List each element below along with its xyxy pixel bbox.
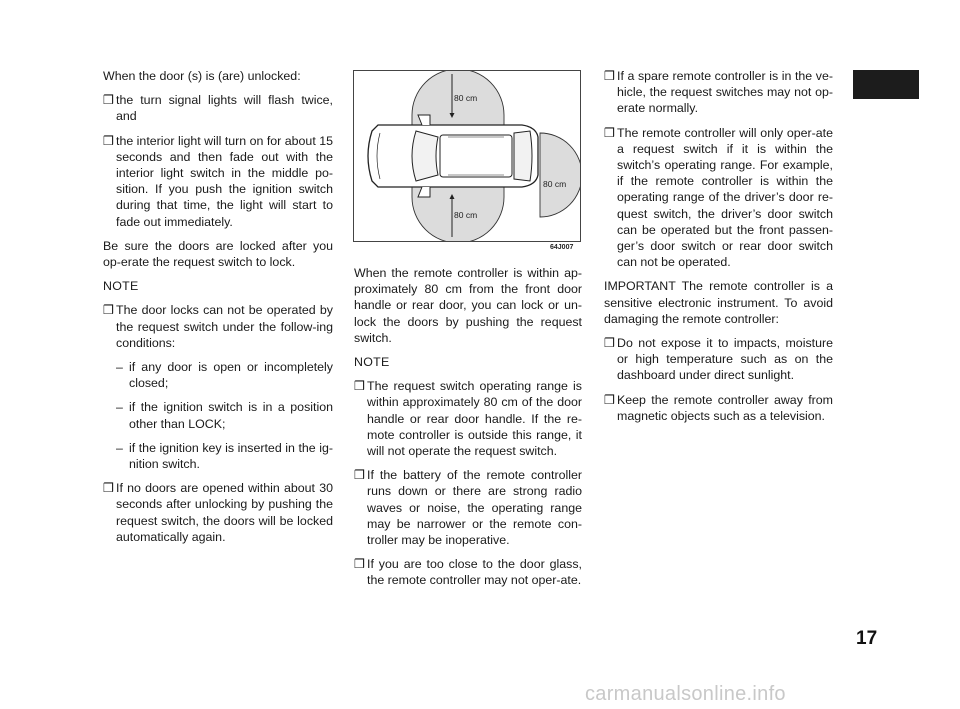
bullet-item: ❒ The door locks can not be operated by the request switch under the follow-ing conditions: [103,303,333,350]
section-tab [853,70,919,99]
bullet-item: ❒ If no doors are opened within about 30 seconds after unlocking by pushing the request switch, the doors will be locked automatically again. [103,481,333,544]
checkbox-bullet-icon: ❒ [103,133,115,148]
rear-window [514,131,532,181]
range-label-rear: 80 cm [543,179,567,189]
condition-item: – if any door is open or incompletely closed; [116,360,333,391]
checkbox-bullet-icon: ❒ [103,303,115,318]
checkbox-bullet-icon: ❒ [604,392,616,407]
car-top-view-diagram [354,71,580,241]
checkbox-bullet-icon: ❒ [354,557,366,572]
left-column [103,68,333,553]
bullet-item: ❒ If you are too close to the door glass, the remote controller may not oper-ate. [354,557,582,588]
bullet-item: ❒ If the battery of the remote controller runs down or there are strong radio waves or noise, the operating range may be narrower or the remote con-troller may be inoperative. [354,468,582,548]
checkbox-bullet-icon: ❒ [103,93,115,108]
condition-item: – if the ignition switch is in a position other than LOCK; [116,400,333,431]
note-heading: NOTE [354,355,390,370]
checkbox-bullet-icon: ❒ [604,125,616,140]
bullet-item: ❒ The remote controller will only oper-ate a request switch if it is within the switch’s operating range. For example, if the remote controller is within the operating range of the driver’s door re-quest switch, the driver’s door switch can be operated but the front passen-ger’s door switch or rear door switch can not be operated. [604,125,833,270]
range-intro: When the remote controller is within ap-proximately 80 cm from the front door handle or rear door, you can lock or un-lock the doors by pushing the request switch. [354,266,582,345]
lock-warning: Be sure the doors are locked after you op-erate the request switch to lock. [103,238,333,270]
bullet-item: ❒ the turn signal lights will flash twice, and [103,93,333,124]
dash-bullet: – [116,360,123,375]
page-number: 17 [856,628,878,649]
important-label: IMPORTANT [604,279,676,294]
middle-column [354,265,582,597]
important-paragraph: IMPORTANT The remote controller is a sensitive electronic instrument. To avoid damaging the remote controller: [604,279,834,326]
range-label-bottom: 80 cm [454,210,478,220]
checkbox-bullet-icon: ❒ [604,69,616,83]
checkbox-bullet-icon: ❒ [103,481,115,496]
bullet-item: ❒ Do not expose it to impacts, moisture or high temperature such as on the dashboard under direct sunlight. [604,336,833,383]
bullet-item: ❒ If a spare remote controller is in the ve-hicle, the request switches may not op-erate normally. [604,69,833,116]
car-roof [440,135,512,177]
note-heading: NOTE [103,279,139,294]
figure-code: 64J007 [550,244,574,251]
bullet-item: ❒ the interior light will turn on for about 15 seconds and then fade out with the interior light switch in the middle po-sition. If you push the ignition switch during that time, the light will start to fade out immediately. [103,133,333,229]
car-range-figure [353,70,581,242]
unlock-intro: When the door (s) is (are) unlocked: [103,69,301,83]
checkbox-bullet-icon: ❒ [354,379,366,394]
condition-item: – if the ignition key is inserted in the ig-nition switch. [116,440,333,472]
right-column [604,68,833,432]
bullet-item: ❒ Keep the remote controller away from magnetic objects such as a television. [604,392,833,423]
range-label-top: 80 cm [454,93,478,103]
windshield [412,131,438,181]
dash-bullet: – [116,400,123,415]
checkbox-bullet-icon: ❒ [604,336,616,351]
dash-bullet: – [116,440,123,455]
bullet-item: ❒ The request switch operating range is within approximately 80 cm of the door handle or rear door handle. If the re-mote controller is outside this range, it will not operate the request switch. [354,379,582,459]
checkbox-bullet-icon: ❒ [354,468,366,483]
watermark-text: carmanualsonline.info [585,683,786,705]
rear-door-range [540,133,580,217]
